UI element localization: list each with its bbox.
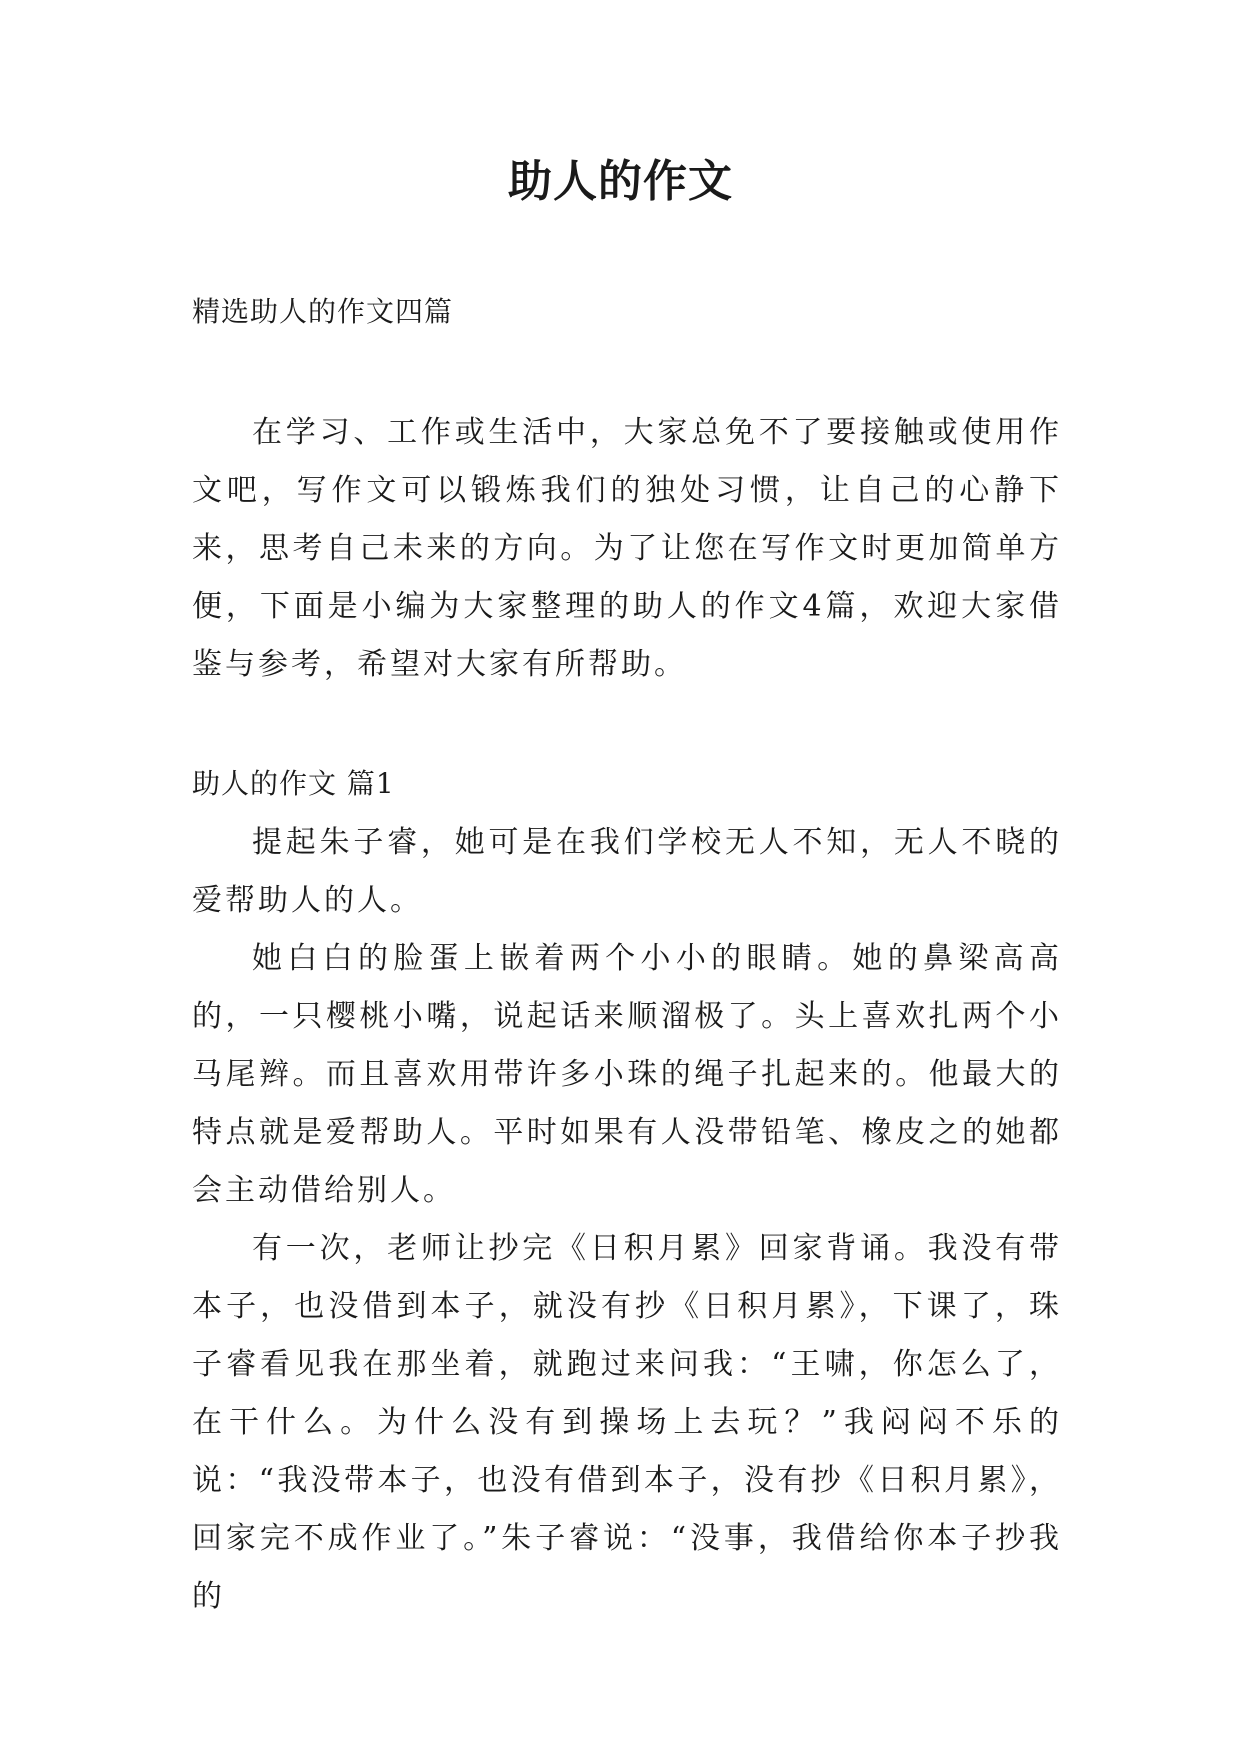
body-paragraph: 她白白的脸蛋上嵌着两个小小的眼睛。她的鼻梁高高的，一只樱桃小嘴，说起话来顺溜极了。头上喜欢扎两个小马尾辫。而且喜欢用带许多小珠的绳子扎起来的。他最大的特点就是爱帮助人。平时如果有人没带铅笔、橡皮之的她都会主动借给别人。 [192,941,1062,1208]
body-paragraph: 提起朱子睿，她可是在我们学校无人不知，无人不晓的爱帮助人的人。 [192,825,1062,918]
document-title: 助人的作文 [508,156,733,207]
body-paragraph: 有一次，老师让抄完《日积月累》回家背诵。我没有带本子，也没借到本子，就没有抄《日积月累》，下课了，珠子睿看见我在那坐着，就跑过来问我：“王啸，你怎么了，在干什么。为什么没有到操场上去玩？”我闷闷不乐的说：“我没带本子，也没有借到本子，没有抄《日积月累》，回家完不成作业了。”朱子睿说：“没事，我借给你本子抄我的 [192,1231,1062,1614]
intro-paragraph: 在学习、工作或生活中，大家总免不了要接触或使用作文吧，写作文可以锻炼我们的独处习惯，让自己的心静下来，思考自己未来的方向。为了让您在写作文时更加简单方便，下面是小编为大家整理的助人的作文4篇，欢迎大家借鉴与参考，希望对大家有所帮助。 [192,415,1062,682]
section-heading: 助人的作文 篇1 [192,767,395,800]
document-subtitle: 精选助人的作文四篇 [192,295,454,328]
